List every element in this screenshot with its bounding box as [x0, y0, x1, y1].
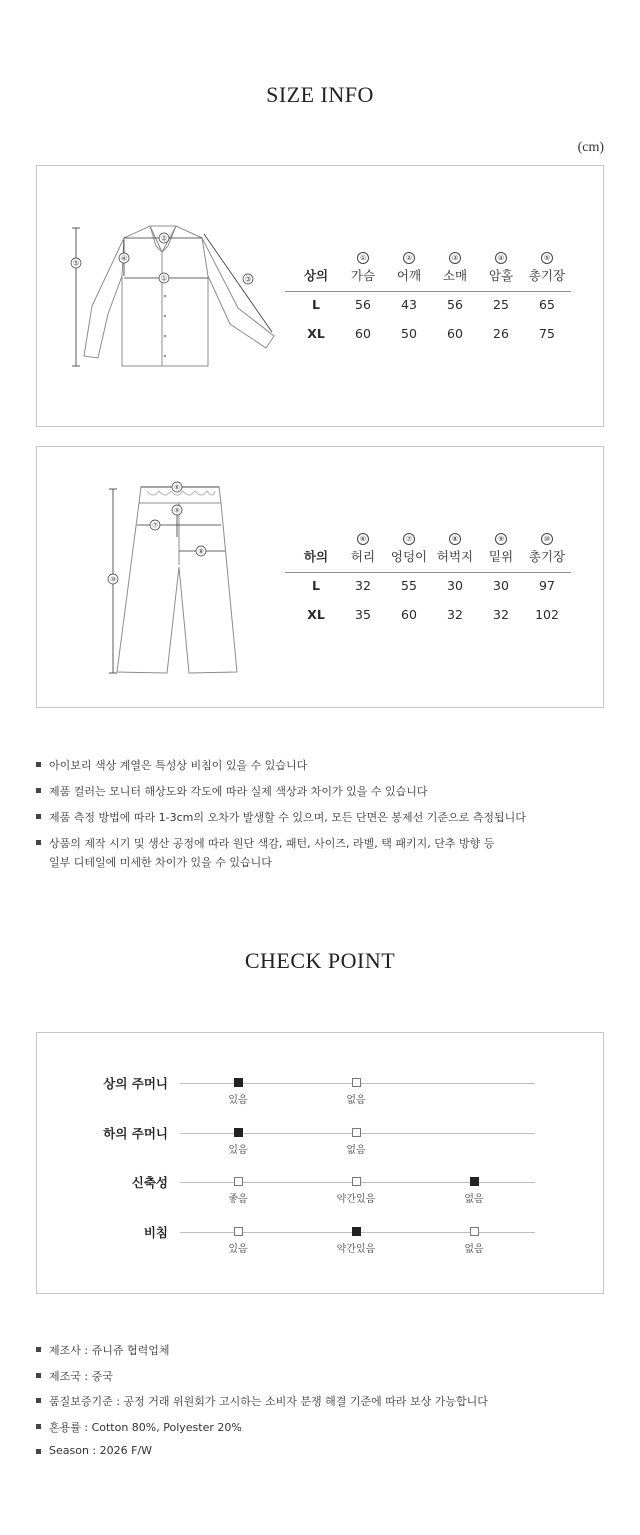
selected-square-icon: [352, 1227, 361, 1236]
marker-9: ⑨: [174, 506, 180, 515]
size-value: 60: [401, 607, 417, 622]
table-row: [285, 578, 571, 598]
selected-square-icon: [234, 1128, 243, 1137]
list-item: [36, 809, 526, 825]
empty-square-icon: [352, 1177, 361, 1186]
marker-6: ⑥: [174, 483, 180, 492]
header-label: 허벅지: [436, 549, 474, 564]
empty-square-icon: [234, 1227, 243, 1236]
selected-square-icon: [470, 1177, 479, 1186]
bullet-icon: [36, 1424, 41, 1429]
marker-2: ②: [160, 234, 168, 243]
top-header-labels: [285, 266, 571, 286]
size-value: 43: [401, 297, 417, 312]
bullet-icon: [36, 1347, 41, 1352]
check-option: 약간있음: [336, 1194, 376, 1205]
check-label: 상의 주머니: [103, 1076, 168, 1091]
bottom-category-label: 하의: [303, 549, 329, 564]
check-label: 비침: [143, 1225, 168, 1240]
empty-square-icon: [234, 1177, 243, 1186]
check-label: 신축성: [131, 1175, 168, 1190]
size-value: 32: [355, 578, 371, 593]
size-value: 65: [539, 297, 555, 312]
list-item: [36, 1444, 152, 1457]
marker-1: ①: [160, 274, 168, 283]
size-value: 60: [355, 326, 371, 341]
top-header-numbers: [285, 248, 571, 268]
top-size-box: [36, 165, 604, 427]
size-value: 75: [539, 326, 555, 341]
check-point-box: [36, 1032, 604, 1294]
check-row-stretch: [37, 1173, 605, 1203]
size-notes: [36, 757, 604, 872]
note-text-continued: 일부 디테일에 미세한 차이가 있을 수 있습니다: [49, 856, 272, 869]
check-option: 약간있음: [336, 1244, 376, 1255]
header-label: 총기장: [528, 268, 566, 283]
marker-7: ⑦: [152, 521, 158, 530]
check-point-title: CHECK POINT: [244, 948, 396, 973]
table-row: [285, 297, 571, 317]
list-item: [36, 783, 428, 799]
circle-num-6: ⑥: [357, 533, 369, 545]
size-value: 55: [401, 578, 417, 593]
unit-label: (cm): [577, 140, 604, 155]
list-item: [36, 1419, 242, 1435]
list-item: [36, 1393, 488, 1409]
table-row: [285, 326, 571, 346]
size-value: 60: [447, 326, 463, 341]
header-label: 밑위: [488, 549, 514, 564]
size-label: XL: [307, 326, 325, 341]
size-value: 32: [447, 607, 463, 622]
header-label: 어깨: [396, 268, 422, 283]
marker-10: ⑩: [110, 575, 116, 584]
list-item: [36, 757, 307, 773]
size-value: 25: [493, 297, 509, 312]
circle-num-2: ②: [403, 252, 415, 264]
note-text: 제품 컬러는 모니터 해상도와 각도에 따라 실제 색상과 차이가 있을 수 있습니다: [49, 785, 428, 798]
check-option: 없음: [464, 1194, 484, 1205]
product-info: [36, 1342, 604, 1462]
header-label: 소매: [442, 268, 468, 283]
info-text: 제조사 : 쥬니쥬 협력업체: [49, 1344, 170, 1357]
size-value: 56: [447, 297, 463, 312]
pants-diagram: [97, 477, 297, 682]
note-text: 아이보리 색상 계열은 특성상 비침이 있을 수 있습니다: [49, 759, 308, 772]
circle-num-3: ③: [449, 252, 461, 264]
bullet-icon: [36, 1398, 41, 1403]
info-text: 제조국 : 중국: [49, 1370, 113, 1383]
empty-square-icon: [470, 1227, 479, 1236]
bullet-icon: [36, 840, 41, 845]
marker-3: ③: [244, 275, 252, 284]
circle-num-5: ⑤: [541, 252, 553, 264]
header-label: 가슴: [350, 268, 376, 283]
circle-num-10: ⑩: [541, 533, 553, 545]
empty-square-icon: [352, 1128, 361, 1137]
size-value: 50: [401, 326, 417, 341]
bottom-header-labels: [285, 547, 571, 567]
size-label: XL: [307, 607, 325, 622]
info-text: Season : 2026 F/W: [49, 1444, 153, 1457]
shirt-diagram: [62, 216, 292, 376]
size-label: L: [312, 297, 320, 312]
check-option: 없음: [464, 1244, 484, 1255]
check-option: 있음: [228, 1095, 248, 1106]
circle-num-4: ④: [495, 252, 507, 264]
marker-4: ④: [120, 254, 128, 263]
bullet-icon: [36, 762, 41, 767]
table-divider: [285, 572, 571, 573]
check-option: 없음: [346, 1145, 366, 1156]
table-row: [285, 607, 571, 627]
size-value: 35: [355, 607, 371, 622]
header-label: 암홀: [488, 268, 514, 283]
check-option: 있음: [228, 1244, 248, 1255]
check-option: 없음: [346, 1095, 366, 1106]
table-divider: [285, 291, 571, 292]
selected-square-icon: [234, 1078, 243, 1087]
size-value: 26: [493, 326, 509, 341]
marker-5: ⑤: [72, 259, 80, 268]
size-value: 97: [539, 578, 555, 593]
header-label: 엉덩이: [390, 549, 428, 564]
size-value: 56: [355, 297, 371, 312]
circle-num-8: ⑧: [449, 533, 461, 545]
size-label: L: [312, 578, 320, 593]
check-label: 하의 주머니: [103, 1126, 168, 1141]
header-label: 총기장: [528, 549, 566, 564]
bottom-size-box: [36, 446, 604, 708]
header-label: 허리: [350, 549, 376, 564]
circle-num-1: ①: [357, 252, 369, 264]
check-row-top-pocket: [37, 1074, 605, 1104]
size-value: 102: [535, 607, 559, 622]
note-text: 제품 측정 방법에 따라 1-3cm의 오차가 발생할 수 있으며, 모든 단면은 봉제선 기준으로 측정됩니다: [49, 811, 526, 824]
list-item: [36, 1368, 113, 1384]
list-item: [36, 1342, 169, 1358]
check-row-bottom-pocket: [37, 1124, 605, 1154]
size-value: 30: [493, 578, 509, 593]
size-value: 30: [447, 578, 463, 593]
bullet-icon: [36, 788, 41, 793]
info-text: 품질보증기준 : 공정 거래 위원회가 고시하는 소비자 분쟁 해결 기준에 따라 보상 가능합니다: [49, 1395, 488, 1408]
bullet-icon: [36, 814, 41, 819]
bullet-icon: [36, 1373, 41, 1378]
circle-num-7: ⑦: [403, 533, 415, 545]
bottom-header-numbers: [285, 529, 571, 549]
size-value: 32: [493, 607, 509, 622]
empty-square-icon: [352, 1078, 361, 1087]
note-text: 상품의 제작 시기 및 생산 공정에 따라 원단 색감, 패턴, 사이즈, 라벨, 택 패키지, 단추 방향 등: [49, 837, 495, 850]
list-item: [36, 835, 495, 869]
bullet-icon: [36, 1449, 41, 1454]
check-option: 있음: [228, 1145, 248, 1156]
top-category-label: 상의: [303, 268, 329, 283]
check-row-sheerness: [37, 1223, 605, 1253]
check-option: 좋음: [228, 1194, 248, 1205]
size-info-title: SIZE INFO: [266, 82, 374, 107]
marker-8: ⑧: [198, 547, 204, 556]
circle-num-9: ⑨: [495, 533, 507, 545]
info-text: 혼용률 : Cotton 80%, Polyester 20%: [49, 1421, 242, 1434]
